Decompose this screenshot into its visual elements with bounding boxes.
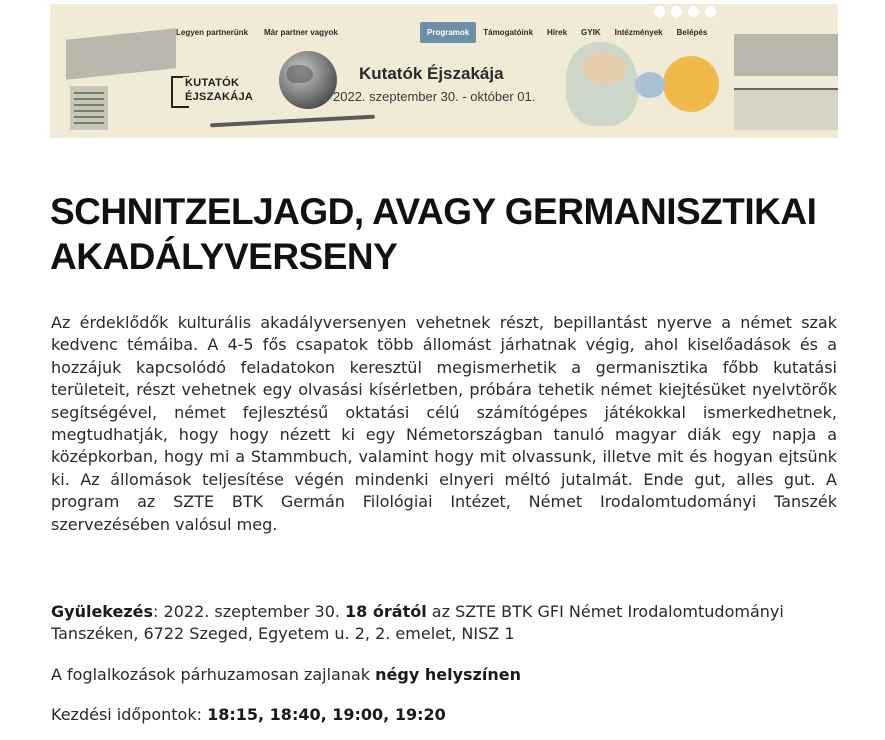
event-date: 2022. szeptember 30. - október 01. <box>333 89 536 104</box>
header-banner <box>50 4 838 138</box>
start-times-values: 18:15, 18:40, 19:00, 19:20 <box>207 705 446 724</box>
meeting-info <box>51 601 837 646</box>
anatomy-head-image <box>566 42 638 126</box>
meeting-date: : 2022. szeptember 30. <box>153 602 346 621</box>
sun-diagram-image <box>663 56 719 112</box>
instagram-icon[interactable] <box>671 6 682 17</box>
manuscript-image <box>70 86 108 130</box>
program-description: Az érdeklődők kulturális akadályversenyen vehetnek részt, bepillantást nyerve a német szak kedvenc témáiba. A 4-5 fős csapatok több állomást járhatnak végig, ahol kiselőadások és a hozzájuk kapcsolódó feladatokon keresztül megismerhetik a germanisztika főbb kutatási területeit, részt vehetnek egy olvasási kísérletben, próbára tehetik német kiejtésüket nyelvtörők segítségével, német fejlesztésű oktatási célú számítógépes játékokkal ismerkedhetnek, megtudhatják, hogy hogy nézett ki egy Németországban tanuló magyar diák egy napja a középkorban, hogy mi a Stammbuch, valamint hogy mit olvassunk, illetve mit és hogyan ejtsünk ki. Az állomások teljesítése végén mindenki elnyeri méltó jutalmát. Ende gut, alles gut. A program az SZTE BTK Germán Filológiai Intézet, Német Irodalomtudományi Tanszék szervezésében valósul meg. <box>51 313 837 534</box>
existing-partner-link[interactable]: Már partner vagyok <box>264 28 338 37</box>
meeting-place: az SZTE BTK GFI Német Irodalomtudományi Tanszéken, 6722 Szeged, Egyetem u. 2, 2. emelet, NISZ 1 <box>51 602 784 644</box>
twitter-icon[interactable] <box>705 6 716 17</box>
become-partner-link[interactable]: Legyen partnerünk <box>176 28 249 37</box>
page-title: SCHNITZELJAGD, AVAGY GERMANISZTIKAI AKADÁLYVERSENY <box>50 191 817 277</box>
locations-text: A foglalkozások párhuzamosan zajlanak <box>51 665 376 684</box>
meeting-label: Gyülekezés <box>51 602 154 621</box>
logo-line-2: ÉJSZAKÁJA <box>185 91 254 103</box>
nav-institutions[interactable]: Intézmények <box>614 28 663 37</box>
youtube-icon[interactable] <box>688 6 699 17</box>
start-times <box>51 704 837 726</box>
diagram-image <box>734 88 838 130</box>
pencil-image <box>210 115 375 128</box>
event-title: Kutatók Éjszakája <box>359 64 504 83</box>
nav-news[interactable]: Hírek <box>547 28 568 37</box>
nav-faq[interactable]: GYIK <box>581 28 601 37</box>
social-links <box>654 6 716 17</box>
nav-programs[interactable]: Programok <box>420 22 476 43</box>
globe-image <box>279 51 337 109</box>
nav-supporters[interactable]: Támogatóink <box>483 28 534 37</box>
meeting-time: 18 órától <box>345 602 427 621</box>
main-nav <box>420 22 714 43</box>
logo-line-1: KUTATÓK <box>185 77 240 89</box>
nav-login[interactable]: Belépés <box>676 28 708 37</box>
locations-info <box>51 664 837 686</box>
old-map-image-right <box>734 34 838 76</box>
old-map-image <box>66 28 176 80</box>
site-logo[interactable] <box>171 74 253 106</box>
partner-links <box>176 28 338 37</box>
facebook-icon[interactable] <box>654 6 665 17</box>
start-times-label: Kezdési időpontok: <box>51 705 208 724</box>
locations-count: négy helyszínen <box>375 665 521 684</box>
